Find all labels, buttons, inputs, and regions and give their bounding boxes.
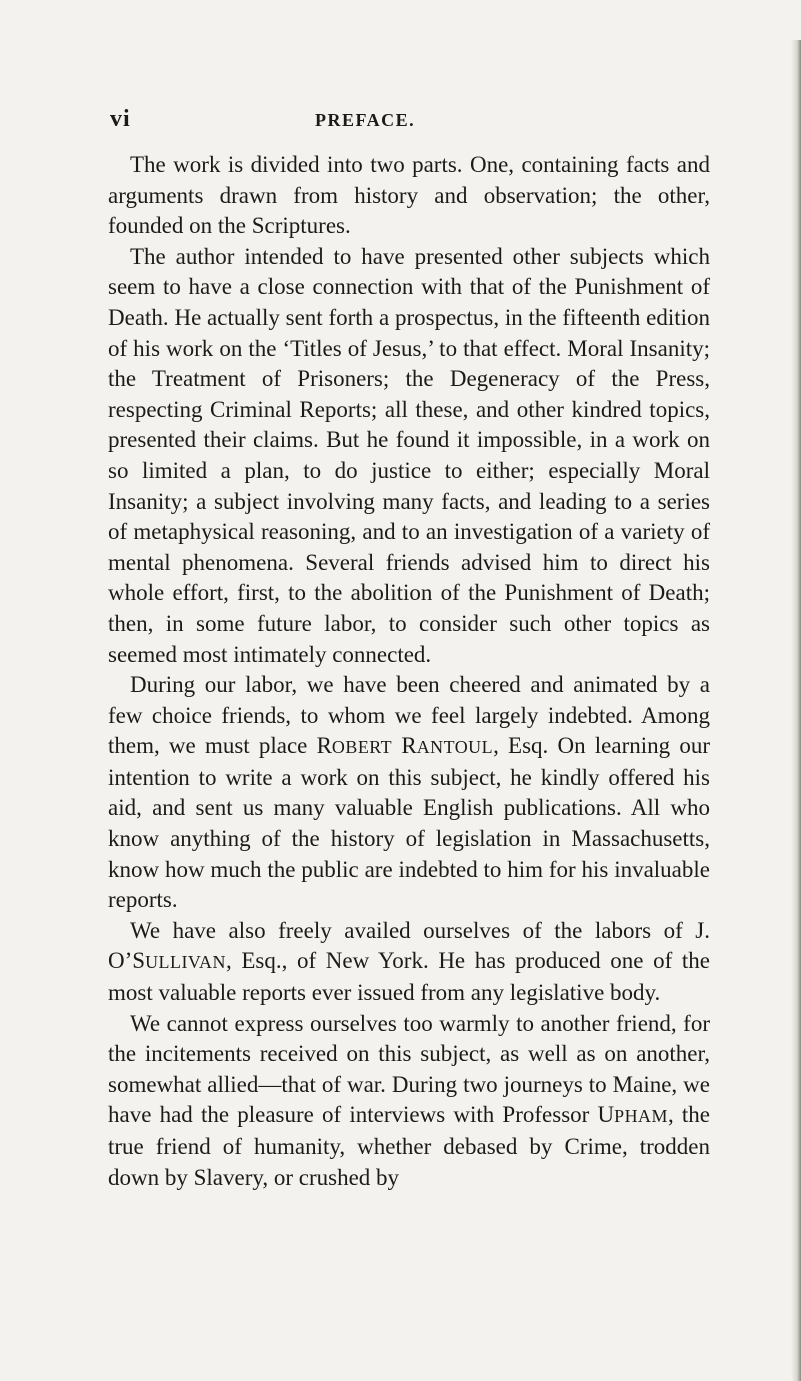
running-head: PREFACE. xyxy=(315,110,416,130)
body-text xyxy=(108,150,710,1193)
paragraph-3 xyxy=(108,670,710,916)
paragraph-5-text-after: , the true friend of humanity, whether debased by Crime, trodden down by Slavery, or crushed by xyxy=(108,1102,710,1190)
paragraph-3-text-before: During our labor, we have been cheered and animated by a few choice friends, to whom we feel largely indebted. Among them, we must place xyxy=(108,672,710,759)
paragraph-4-text-before: We have also freely availed ourselves of the labors of J. O’ xyxy=(108,917,710,974)
paragraph-3-text-after: , Esq. On learning our intention to write a work on this subject, he kindly offered his aid, and sent us many valuable English publications. All who know anything of the history of legislation in Massachusetts, know how much the public are indebted to him for his invaluable reports. xyxy=(108,733,710,913)
paragraph-4-text-after: , Esq., of New York. He has produced one of the most valuable reports ever issued from any legislative body. xyxy=(108,948,710,1006)
page-header xyxy=(110,106,710,138)
page-edge-shadow xyxy=(791,40,801,1381)
paragraph-2: The author intended to have presented other subjects which seem to have a close connection with that of the Punishment of Death. He actually sent forth a prospectus, in the fifteenth edition of his work on the ‘Titles of Jesus,’ to that effect. Moral Insanity; the Treatment of Prisoners; the Degeneracy of the Press, respecting Criminal Reports; all these, and other kindred topics, presented their claims. But he found it impossible, in a work on so limited a plan, to do justice to either; especially Moral Insanity; a subject involving many facts, and leading to a series of metaphysical reasoning, and to an investigation of a variety of mental phenomena. Several friends advised him to direct his whole effort, first, to the abolition of the Punishment of Death; then, in some future labor, to consider such other topics as seemed most intimately connected. xyxy=(108,243,710,667)
paragraph-1: The work is divided into two parts. One, containing facts and arguments drawn from history and observation; the other, founded on the Scriptures. xyxy=(108,152,710,239)
name-osullivan: SULLIVAN xyxy=(132,948,226,974)
page-number: vi xyxy=(110,106,131,132)
paragraph-4 xyxy=(108,916,710,1009)
paragraph-5-text-before: We cannot express ourselves too warmly to another friend, for the incitements received on this subject, as well as on another, somewhat allied—that of war. During two journeys to Maine, we have had the pleasure of interviews with Professor xyxy=(108,1010,710,1128)
name-rantoul: RANTOUL xyxy=(401,733,494,759)
name-upham: UPHAM xyxy=(597,1102,668,1128)
paragraph-5 xyxy=(108,1009,710,1194)
name-robert: ROBERT xyxy=(316,733,393,759)
